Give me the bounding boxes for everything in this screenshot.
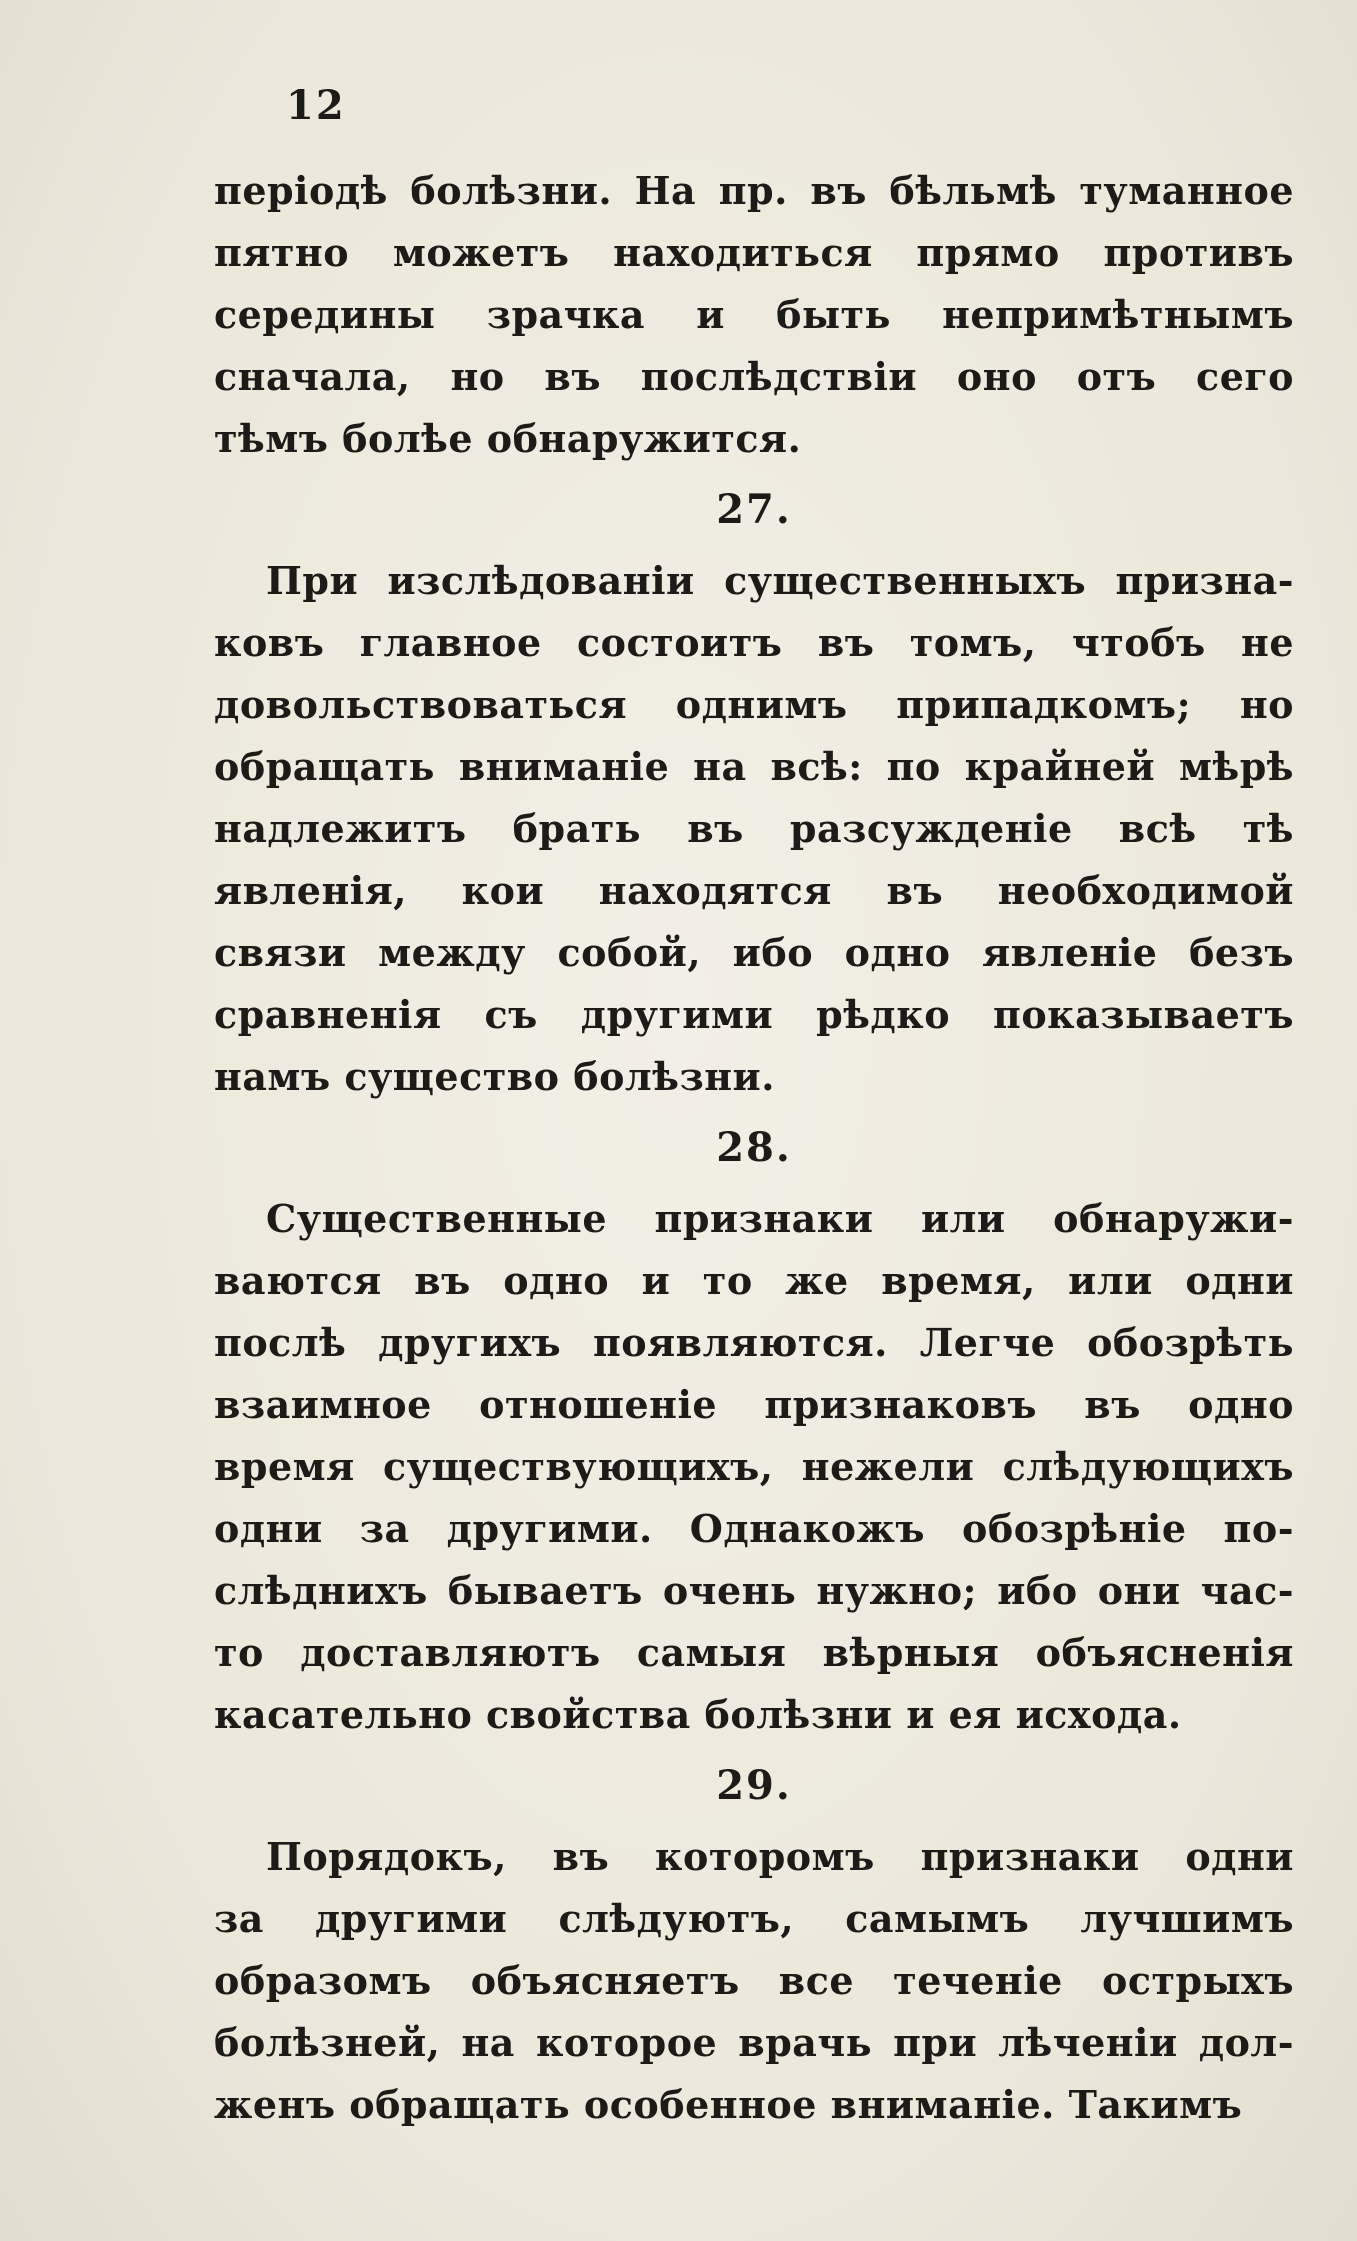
text-line: болѣзней, на которое врачь при лѣченіи дол- bbox=[214, 2020, 1294, 2065]
text-line: Порядокъ, въ которомъ признаки одни bbox=[266, 1834, 1294, 1879]
text-line: сначала, но въ послѣдствіи оно отъ сего bbox=[214, 354, 1294, 399]
section-number: 28. bbox=[716, 1124, 792, 1171]
text-line: пятно можетъ находиться прямо противъ bbox=[214, 230, 1294, 275]
text-line: касательно свойства болѣзни и ея исхода. bbox=[214, 1692, 1182, 1737]
text-line: тѣмъ болѣе обнаружится. bbox=[214, 416, 802, 461]
text-line: явленія, кои находятся въ необходимой bbox=[214, 868, 1294, 913]
text-line: намъ существо болѣзни. bbox=[214, 1054, 775, 1099]
text-line: При изслѣдованіи существенныхъ призна- bbox=[266, 558, 1294, 603]
text-line: довольствоваться однимъ припадкомъ; но bbox=[214, 682, 1294, 727]
text-line: послѣ другихъ появляются. Легче обозрѣть bbox=[214, 1320, 1294, 1365]
text-line: ковъ главное состоитъ въ томъ, чтобъ не bbox=[214, 620, 1294, 665]
text-line: Существенные признаки или обнаружи- bbox=[266, 1196, 1294, 1241]
text-line: связи между собой, ибо одно явленіе безъ bbox=[214, 930, 1294, 975]
text-line: середины зрачка и быть непримѣтнымъ bbox=[214, 292, 1294, 337]
text-line: женъ обращать особенное вниманіе. Такимъ bbox=[214, 2082, 1243, 2127]
text-body bbox=[214, 160, 1294, 2136]
paragraph bbox=[214, 160, 1294, 470]
text-line: взаимное отношеніе признаковъ въ одно bbox=[214, 1382, 1294, 1427]
text-line: образомъ объясняетъ все теченіе острыхъ bbox=[214, 1958, 1294, 2003]
text-line: слѣднихъ бываетъ очень нужно; ибо они час- bbox=[214, 1568, 1294, 1613]
text-line: періодѣ болѣзни. На пр. въ бѣльмѣ туманное bbox=[214, 168, 1294, 213]
text-line: ваются въ одно и то же время, или одни bbox=[214, 1258, 1294, 1303]
text-line: надлежитъ брать въ разсужденіе всѣ тѣ bbox=[214, 806, 1294, 851]
text-line: обращать вниманіе на всѣ: по крайней мѣрѣ bbox=[214, 744, 1294, 789]
paragraph bbox=[214, 1188, 1294, 1746]
text-line: сравненія съ другими рѣдко показываетъ bbox=[214, 992, 1294, 1037]
page-number: 12 bbox=[286, 82, 346, 129]
text-line: время существующихъ, нежели слѣдующихъ bbox=[214, 1444, 1294, 1489]
paragraph bbox=[214, 1826, 1294, 2136]
text-line: за другими слѣдуютъ, самымъ лучшимъ bbox=[214, 1896, 1294, 1941]
text-line: одни за другими. Однакожъ обозрѣніе по- bbox=[214, 1506, 1294, 1551]
section-number: 27. bbox=[716, 486, 792, 533]
section-number: 29. bbox=[716, 1762, 792, 1809]
text-line: то доставляютъ самыя вѣрныя объясненія bbox=[214, 1630, 1294, 1675]
paragraph bbox=[214, 550, 1294, 1108]
